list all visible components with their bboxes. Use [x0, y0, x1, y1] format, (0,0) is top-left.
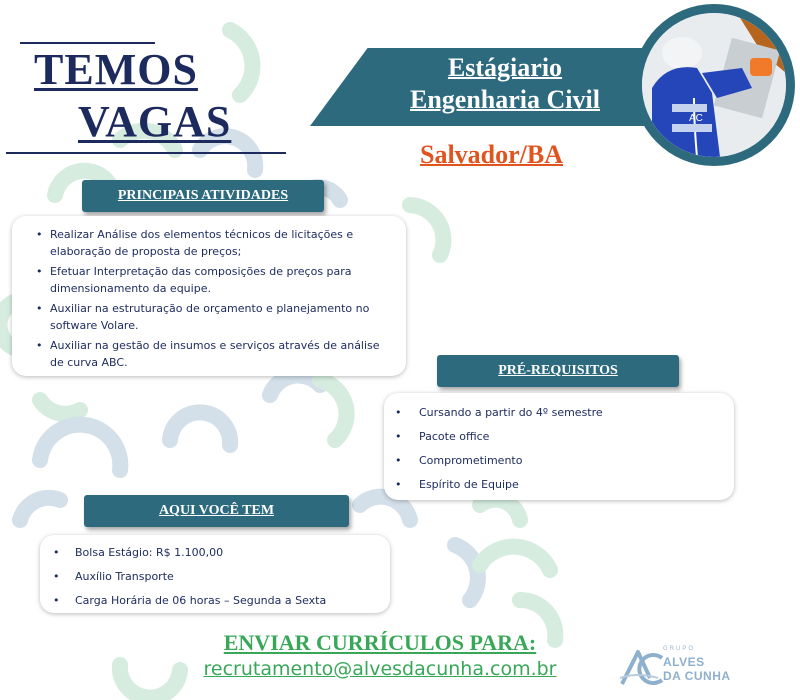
logo-line2: DA CUNHA: [663, 669, 731, 683]
list-item: • Pacote office: [419, 429, 714, 445]
worker-photo-icon: [642, 13, 786, 157]
list-item: • Espírito de Equipe: [419, 477, 714, 493]
logo-small-text: GRUPO: [663, 646, 696, 652]
list-item: • Auxílio Transporte: [75, 569, 370, 585]
worker-photo: [642, 13, 786, 157]
list-item: • Realizar Análise dos elementos técnicos de licitações e elaboração de proposta de preços;: [50, 226, 386, 260]
position-title-line2: Engenharia Civil: [410, 85, 600, 114]
benefits-header: AQUI VOCÊ TEM: [84, 495, 349, 527]
position-title: [380, 52, 630, 116]
title-line-bottom: [6, 152, 286, 154]
benefits-list: [40, 535, 390, 609]
email-link[interactable]: recrutamento@alvesdacunha.com.br: [203, 658, 557, 680]
logo-line1: ALVES: [663, 655, 705, 669]
position-title-line1: Estágiario: [447, 53, 563, 82]
helmet-logo: AC: [689, 113, 703, 124]
activities-header: PRINCIPAIS ATIVIDADES: [82, 180, 324, 212]
list-item: • Cursando a partir do 4º semestre: [419, 405, 714, 421]
activities-list: [12, 216, 406, 371]
list-item: • Bolsa Estágio: R$ 1.100,00: [75, 545, 370, 561]
requirements-header: PRÉ-REQUISITOS: [437, 355, 679, 387]
requirements-list: [384, 393, 734, 493]
list-item: • Auxiliar na gestão de insumos e serviços através de análise de curva ABC.: [50, 337, 386, 371]
benefits-box: [40, 535, 390, 613]
send-cv-label: ENVIAR CURRÍCULOS PARA:: [223, 630, 537, 655]
headline-line1: TEMOS: [34, 45, 198, 94]
headline-line2: VAGAS: [78, 97, 232, 146]
location-text: Salvador/BA: [420, 140, 564, 169]
list-item: • Comprometimento: [419, 453, 714, 469]
list-item: • Auxiliar na estruturação de orçamento e planejamento no software Volare.: [50, 300, 386, 334]
list-item: • Efetuar Interpretação das composições de preços para dimensionamento da equipe.: [50, 263, 386, 297]
list-item: • Carga Horária de 06 horas – Segunda a Sexta: [75, 593, 370, 609]
activities-box: [12, 216, 406, 376]
requirements-box: [384, 393, 734, 500]
